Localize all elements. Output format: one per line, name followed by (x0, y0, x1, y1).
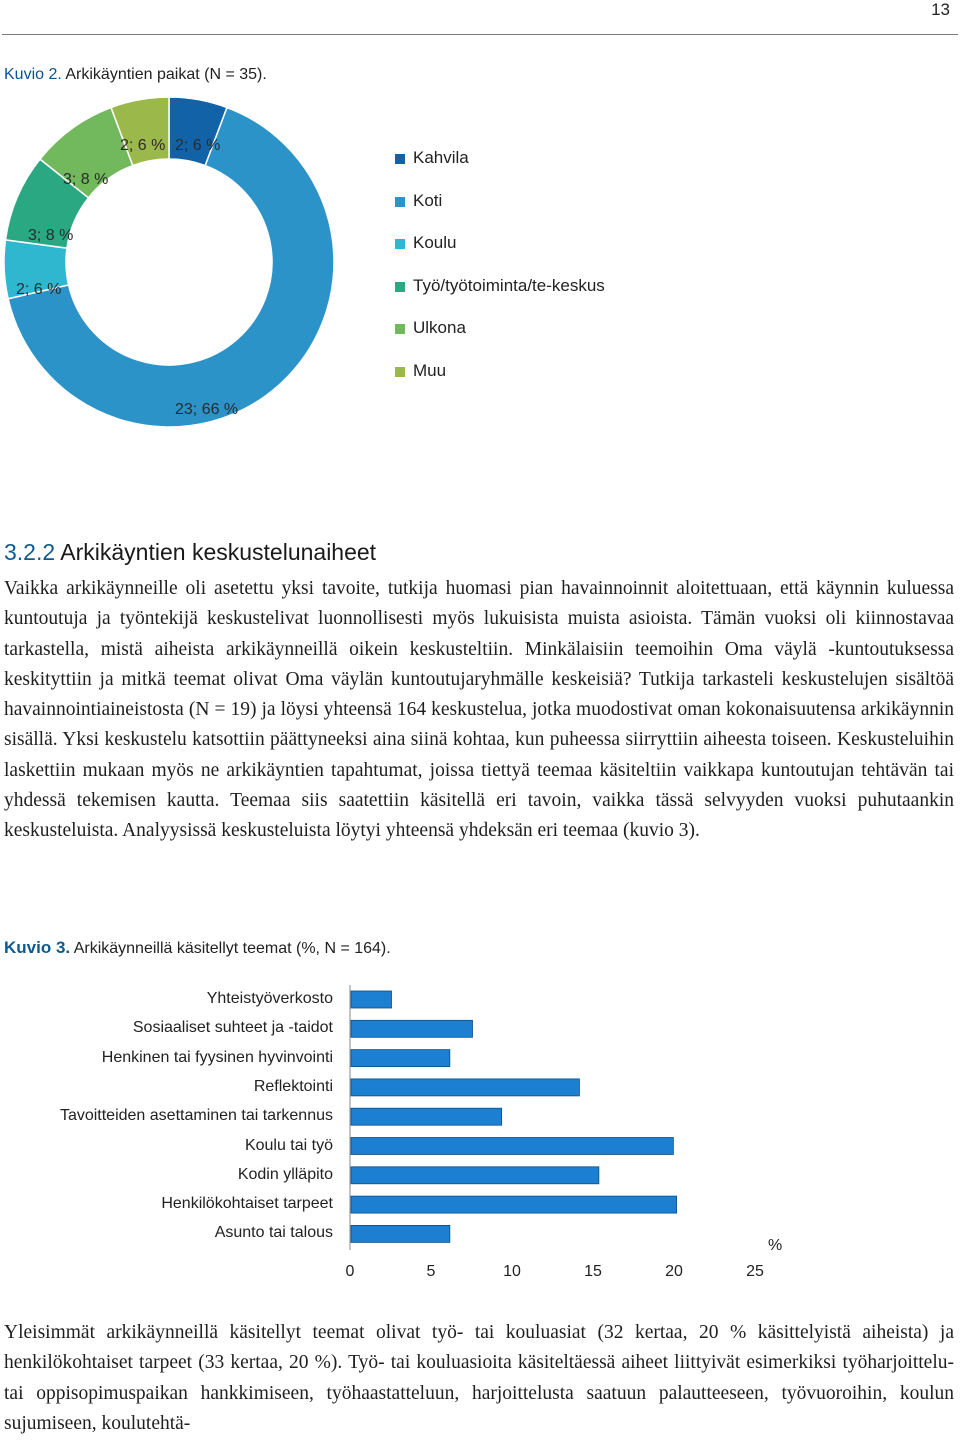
bar-label-sosiaaliset-suhteet-ja-taidot: Sosiaaliset suhteet ja -taidot (132, 1019, 333, 1037)
bar-axis-unit-label: % (768, 1237, 783, 1254)
x-tick-label: 15 (584, 1263, 602, 1280)
donut-label-koulu: 2; 6 % (16, 281, 62, 298)
legend-label: Koti (413, 190, 443, 210)
legend-label: Ulkona (413, 318, 466, 338)
bar-asunto-tai-talous (351, 1225, 450, 1242)
x-tick-label: 5 (426, 1263, 436, 1280)
x-tick-label: 25 (746, 1263, 764, 1280)
donut-label-muu: 2; 6 % (120, 137, 166, 154)
x-tick-label: 10 (503, 1263, 521, 1280)
bar-tavoitteiden-asettaminen-tai-tarkennus (351, 1108, 502, 1125)
bar-koulu-tai-ty (351, 1138, 673, 1155)
bar-henkinen-tai-fyysinen-hyvinvointi (351, 1050, 450, 1067)
paragraph-1: Vaikka arkikäynneille oli asetettu yksi tavoite, tutkija huomasi pian havainnoinnit aloitettuaan, että käynnin kuluessa kuntoutuja ja työntekijä keskustelivat luonnollisesti myös lukuisista muista asioista. Tämän vuoksi oli kiinnostavaa tarkastella, mistä aiheista arkikäynneillä oikein keskusteltiin. Minkälaisiin teemoihin Oma väylä -kuntoutuksessa keskityttiin ja mitkä teemat olivat Oma väylän kuntoutujaryhmälle keskeisiä? Tutkija tarkasteli keskustelujen sisältöä havainnointiaineistosta (N = 19) ja löysi yhteensä 164 keskustelua, jotka muodostivat oman kokonaisuutensa arkikäynnin sisällä. Yksi keskustelu katsottiin päättyneeksi aina siinä kohtaa, kun puheessa siirryttiin aiheesta toiseen. Keskusteluihin laskettiin mukaan myös ne arkikäyntien tapahtumat, joissa tiettyä teemaa käsiteltiin vaikkapa kuntoutujan tehtävän tai yhdessä tekemisen kautta. Teemaa siis saatettiin käsitellä eri tavoin, vaikka tässä selvyyden vuoksi puhutaankin keskusteluista. Analyysissä keskusteluista löytyi yhteensä yhdeksän eri teemaa (kuvio 3). (4, 578, 954, 842)
bar-label-yhteisty-verkosto: Yhteistyöverkosto (206, 990, 333, 1007)
x-tick-label: 20 (665, 1263, 683, 1280)
figure3-caption-lead: Kuvio 3. (4, 938, 71, 957)
bar-yhteisty-verkosto (351, 991, 392, 1008)
bar-label-tavoitteiden-asettaminen-tai-tarkennus: Tavoitteiden asettaminen tai tarkennus (59, 1107, 333, 1125)
bar-kodin-yll-pito (351, 1167, 599, 1184)
bar-label-henkil-kohtaiset-tarpeet: Henkilökohtaiset tarpeet (161, 1195, 333, 1213)
donut-label-koti: 23; 66 % (175, 401, 239, 418)
paragraph-2: Yleisimmät arkikäynneillä käsitellyt teemat olivat työ- tai kouluasiat (32 kertaa, 20 % käsittelyistä aiheista) ja henkilökohtaiset tarpeet (33 kertaa, 20 %). Työ- tai kouluasioita käsiteltäessä aiheet liittyivät esimerkiksi työharjoittelu- tai oppisopimuspaikan hankkimiseen, työhaastatteluun, harjoittelusta saatuun palautteeseen, työvuoroihin, koulun sujumiseen, koulutehtä- (4, 1322, 954, 1434)
legend-label: Koulu (413, 233, 457, 253)
figure3-caption-text: Arkikäynneillä käsitellyt teemat (%, N = 164). (73, 940, 391, 957)
legend-label: Kahvila (413, 148, 469, 167)
bar-sosiaaliset-suhteet-ja-taidot (351, 1020, 473, 1037)
donut-label-ty-ty-toiminta-te-keskus: 3; 8 % (28, 227, 74, 244)
figure2-caption-text: Arkikäyntien paikat (N = 35). (65, 66, 267, 83)
bar-label-koulu-tai-ty: Koulu tai työ (244, 1136, 333, 1154)
section-number: 3.2.2 (4, 539, 56, 565)
legend-label: Muu (413, 360, 447, 380)
bar-henkil-kohtaiset-tarpeet (351, 1196, 677, 1213)
donut-label-ulkona: 3; 8 % (63, 171, 109, 188)
figure2-caption-lead: Kuvio 2. (4, 66, 62, 83)
bar-label-reflektointi: Reflektointi (253, 1077, 333, 1095)
bar-label-henkinen-tai-fyysinen-hyvinvointi: Henkinen tai fyysinen hyvinvointi (101, 1048, 333, 1066)
section-title: Arkikäyntien keskustelunaiheet (60, 539, 377, 565)
legend-label: Työ/työtoiminta/te-keskus (413, 275, 605, 295)
bar-reflektointi (351, 1079, 579, 1096)
x-tick-label: 0 (345, 1263, 355, 1280)
bar-label-asunto-tai-talous: Asunto tai talous (214, 1224, 333, 1242)
bar-label-kodin-yll-pito: Kodin ylläpito (237, 1165, 333, 1183)
donut-label-kahvila: 2; 6 % (175, 137, 221, 154)
page-number: 13 (931, 0, 950, 19)
